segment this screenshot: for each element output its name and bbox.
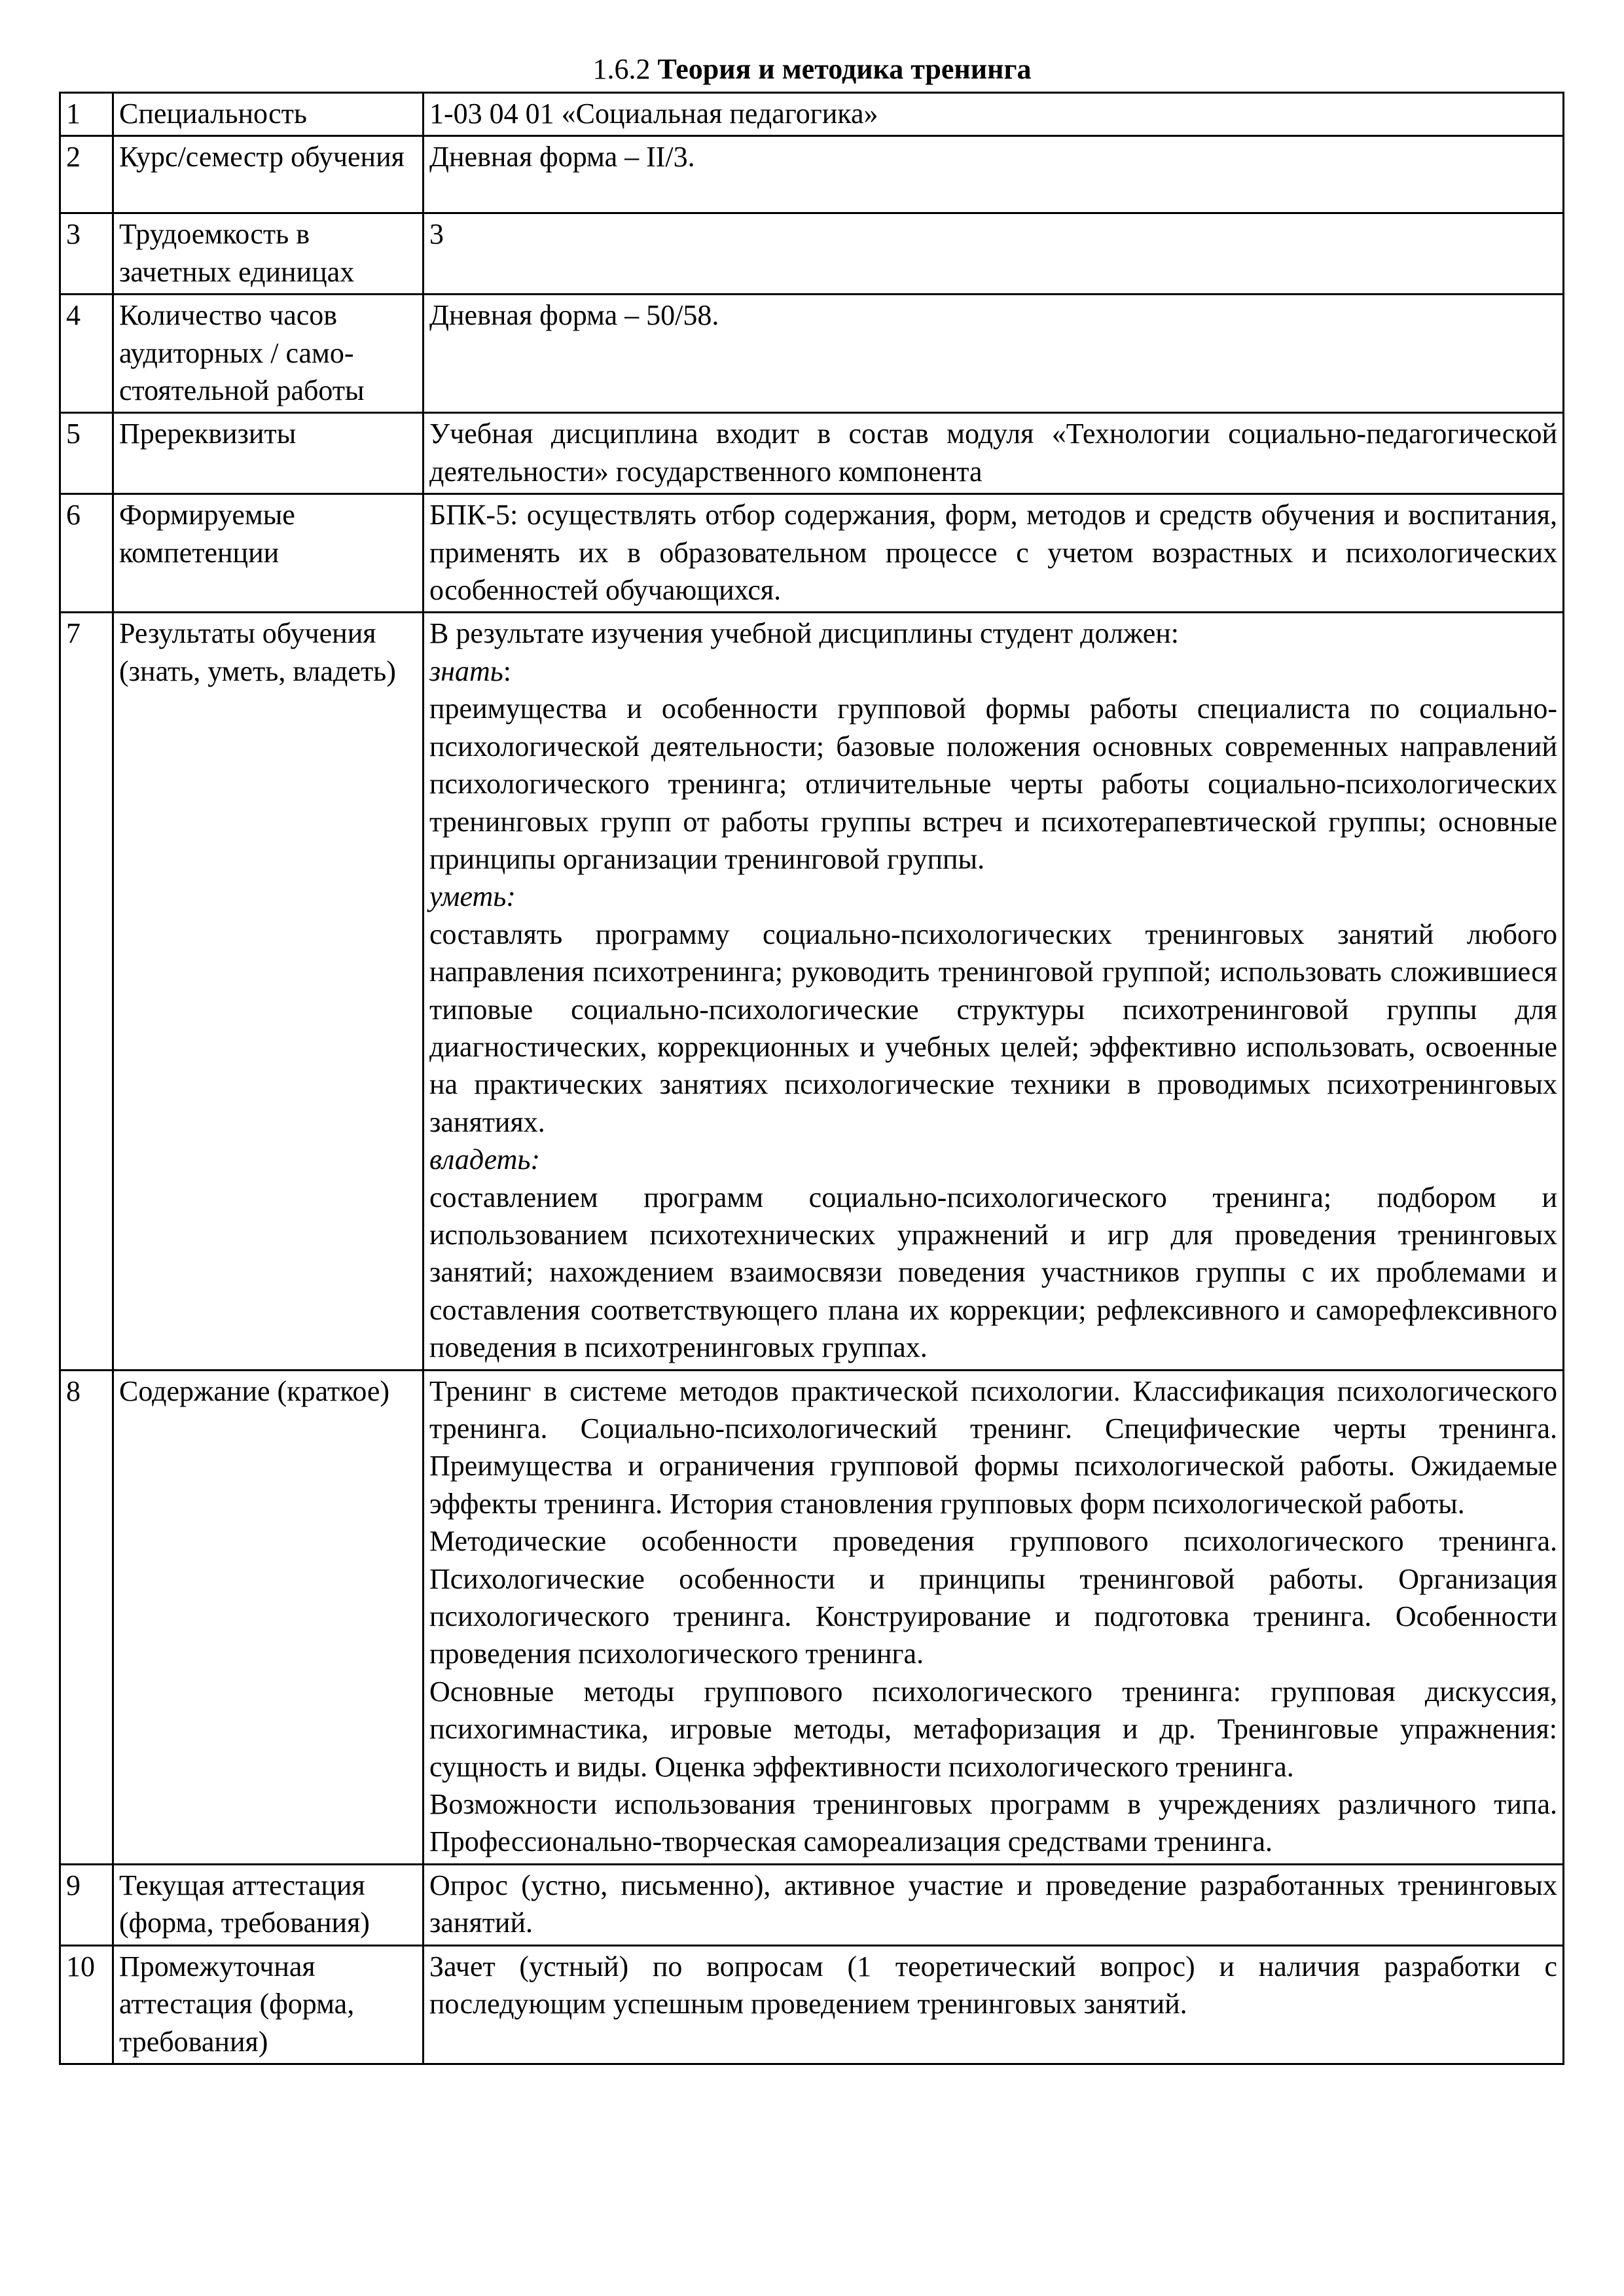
row-label: Текущая аттестация (форма, требования): [113, 1864, 424, 1945]
row-label: Пререквизиты: [113, 413, 424, 494]
row-value: Дневная форма – 50/58.: [424, 295, 1564, 413]
page-title: [0, 51, 1624, 88]
content-paragraph: Тренинг в системе методов практической психологии. Классификация психологического тренинга. Социально-психологический тренинг. Специфические черты тренинга. Преимущества и ограничения групповой формы психологической работы. Ожидаемые эффекты тренинга. История становления групповых форм психологической работы.: [429, 1374, 1557, 1520]
table-row: [60, 613, 1564, 1370]
table-row: [60, 295, 1564, 413]
row-number: 6: [60, 494, 113, 613]
row-number: 2: [60, 136, 113, 213]
can-heading: уметь:: [429, 880, 516, 913]
row-value: Опрос (устно, письменно), активное участие и проведение разработанных тренинговых занятий.: [424, 1864, 1564, 1945]
table-row: [60, 494, 1564, 613]
row-label: Промежуточная аттестация (форма, требования): [113, 1945, 424, 2064]
table-row: [60, 93, 1564, 136]
table-row: [60, 413, 1564, 494]
row-label: Специальность: [113, 93, 424, 136]
table-row: [60, 136, 1564, 213]
row-label: Курс/семестр обучения: [113, 136, 424, 213]
row-label: Результаты обучения (знать, уметь, владеть): [113, 613, 424, 1370]
row-value: Зачет (устный) по вопросам (1 теоретический вопрос) и наличия разработки с последующим успешным проведением тренинговых занятий.: [424, 1945, 1564, 2064]
row-number: 4: [60, 295, 113, 413]
table-row: [60, 213, 1564, 295]
row-value: Дневная форма – II/3.: [424, 136, 1564, 213]
know-heading-text: знать: [429, 655, 503, 687]
table-row: [60, 1945, 1564, 2064]
row-number: 1: [60, 93, 113, 136]
row-value: 3: [424, 213, 1564, 295]
know-heading: [429, 653, 1557, 690]
content-paragraph: Возможности использования тренинговых программ в учреждениях различного типа. Профессионально-творческая самореализация средствами тренинга.: [429, 1788, 1557, 1858]
content-paragraph: Методические особенности проведения группового психологического тренинга. Психологические особенности и принципы тренинговой работы. Организация психологического тренинга. Конструирование и подготовка тренинга. Особенности проведения психологического тренинга.: [429, 1525, 1557, 1670]
row-number: 9: [60, 1864, 113, 1945]
table-row: [60, 1864, 1564, 1945]
own-heading: владеть:: [429, 1143, 541, 1176]
row-number: 7: [60, 613, 113, 1370]
learning-outcomes: [424, 613, 1564, 1370]
table-row: [60, 1370, 1564, 1864]
know-heading-colon: :: [503, 655, 512, 687]
section-number: 1.6.2: [592, 53, 651, 85]
discipline-table: [59, 92, 1564, 2065]
row-number: 5: [60, 413, 113, 494]
row-value: 1-03 04 01 «Социальная педагогика»: [424, 93, 1564, 136]
row-label: Трудоемкость в зачетных единицах: [113, 213, 424, 295]
row-label: Формируемые компетенции: [113, 494, 424, 613]
content-paragraph: Основные методы группового психологического тренинга: групповая дискуссия, психогимнастика, игровые методы, метафоризация и др. Тренинговые упражнения: сущность и виды. Оценка эффективности психологического тренинга.: [429, 1675, 1557, 1783]
row-value: Учебная дисциплина входит в состав модуля «Технологии социально-педагогической деятельности» государственного компонента: [424, 413, 1564, 494]
row-number: 10: [60, 1945, 113, 2064]
row-number: 8: [60, 1370, 113, 1864]
outcomes-intro: В результате изучения учебной дисциплины студент должен:: [429, 617, 1180, 650]
row-value: БПК-5: осуществлять отбор содержания, форм, методов и средств обучения и воспитания, применять их в образовательном процессе с учетом возрастных и психологических особенностей обучающихся.: [424, 494, 1564, 613]
own-text: составлением программ социально-психологического тренинга; подбором и использованием психотехнических упражнений и игр для проведения тренинговых занятий; нахождением взаимосвязи поведения участников группы с их проблемами и составления соответствующего плана их коррекции; рефлексивного и саморефлексивного поведения в психотренинговых группах.: [429, 1181, 1557, 1364]
can-text: составлять программу социально-психологических тренинговых занятий любого направления психотренинга; руководить тренинговой группой; использовать сложившиеся типовые социально-психологические структуры психотренинговой группы для диагностических, коррекционных и учебных целей; эффективно использовать, освоенные на практических занятиях психологические техники в проводимых психотренинговых занятиях.: [429, 918, 1557, 1138]
know-text: преимущества и особенности групповой формы работы специалиста по социально-психологической деятельности; базовые положения основных современных направлений психологического тренинга; отличительные черты работы социально-психологических тренинговых групп от работы группы встреч и психотерапевтической группы; основные принципы организации тренинговой группы.: [429, 692, 1557, 875]
content-summary: [424, 1370, 1564, 1864]
row-label: Содержание (краткое): [113, 1370, 424, 1864]
row-label: Количество часов аудиторных / само-стоятельной работы: [113, 295, 424, 413]
section-name: Теория и методика тренинга: [657, 53, 1032, 85]
row-number: 3: [60, 213, 113, 295]
